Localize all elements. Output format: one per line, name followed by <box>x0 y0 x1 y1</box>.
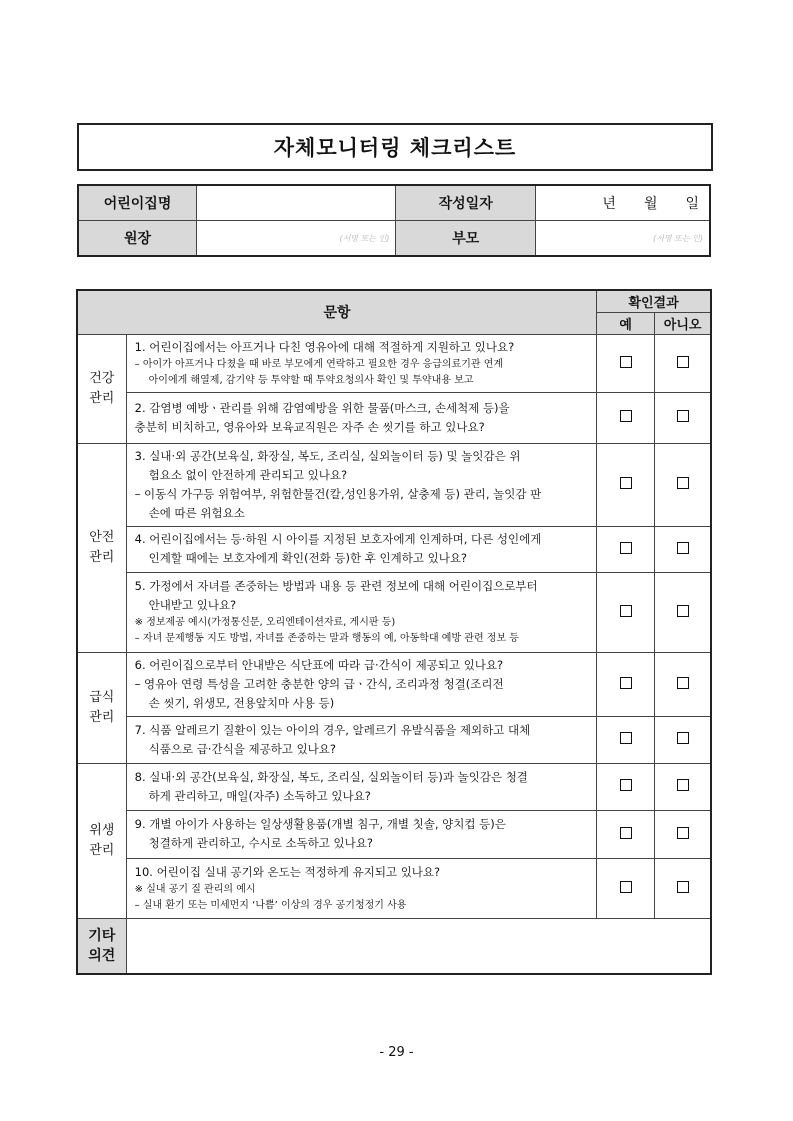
director-signature-field[interactable]: (서명 또는 인) <box>197 221 396 257</box>
parent-label: 부모 <box>396 221 536 257</box>
checklist-table <box>76 289 712 975</box>
q2-no-checkbox[interactable] <box>677 410 689 422</box>
info-table <box>77 184 711 257</box>
date-month-unit: 월 <box>643 196 658 212</box>
question-8: 8. 실내·외 공간(보육실, 화장실, 복도, 조리실, 실외놀이터 등)과 놀잇감은 청결 하게 관리하고, 매일(자주) 소독하고 있나요? <box>126 763 596 810</box>
q7-yes-checkbox[interactable] <box>620 732 632 744</box>
question-4: 4. 어린이집에서는 등·하원 시 아이를 지정된 보호자에게 인계하며, 다른 성인에게 인계할 때에는 보호자에게 확인(전화 등)한 후 인계하고 있나요? <box>126 526 596 572</box>
center-name-field[interactable] <box>197 185 396 221</box>
q2-yes-checkbox[interactable] <box>620 410 632 422</box>
q4-no-checkbox[interactable] <box>677 542 689 554</box>
item-header: 문항 <box>77 290 597 334</box>
q8-yes-checkbox[interactable] <box>620 779 632 791</box>
question-2: 2. 감염병 예방ㆍ관리를 위해 감염예방을 위한 물품(마스크, 손세척제 등)을 충분히 비치하고, 영유아와 보육교직원은 자주 손 씻기를 하고 있나요? <box>126 392 596 443</box>
question-3: 3. 실내·외 공간(보육실, 화장실, 복도, 조리실, 실외놀이터 등) 및 놀잇감은 위 험요소 없이 안전하게 관리되고 있나요? – 이동식 가구등 위험여부, 위험한물건(칼,성인용가위, 살충제 등) 관리, 놀잇감 판 손에 따른 위험요소 <box>126 443 596 526</box>
date-day-unit: 일 <box>685 196 699 212</box>
memo-field[interactable] <box>126 918 711 974</box>
q10-no-checkbox[interactable] <box>677 881 689 893</box>
question-6: 6. 어린이집으로부터 안내받은 식단표에 따라 급·간식이 제공되고 있나요? – 영유아 연령 특성을 고려한 충분한 양의 급ㆍ간식, 조리과정 청결(조리전 손 씻기, 위생모, 전용앞치마 사용 등) <box>126 652 596 716</box>
date-year-unit: 년 <box>602 196 616 212</box>
question-9: 9. 개별 아이가 사용하는 일상생활용품(개별 침구, 개별 칫솔, 양치컵 등)은 청결하게 관리하고, 수시로 소독하고 있나요? <box>126 810 596 858</box>
parent-signature-field[interactable]: (서명 또는 인) <box>535 221 710 257</box>
q1-yes-checkbox[interactable] <box>620 356 632 368</box>
q9-no-checkbox[interactable] <box>677 827 689 839</box>
category-health: 건강 관리 <box>77 334 126 443</box>
result-header: 확인결과 <box>597 290 711 312</box>
q10-yes-checkbox[interactable] <box>620 881 632 893</box>
question-1: 1. 어린이집에서는 아프거나 다친 영유아에 대해 적절하게 지원하고 있나요? – 아이가 아프거나 다쳤을 때 바로 부모에게 연락하고 필요한 경우 응급의료기관 연계 아이에게 해열제, 감기약 등 투약할 때 투약요청의사 확인 및 투약내용 보고 <box>126 334 596 392</box>
center-name-label: 어린이집명 <box>78 185 197 221</box>
q5-no-checkbox[interactable] <box>677 605 689 617</box>
question-10: 10. 어린이집 실내 공기와 온도는 적정하게 유지되고 있나요? ※ 실내 공기 질 관리의 예시 – 실내 환기 또는 미세먼지 ‘나쁨’ 이상의 경우 공기청정기 사용 <box>126 858 596 918</box>
category-meal: 급식 관리 <box>77 652 126 763</box>
question-5: 5. 가정에서 자녀를 존중하는 방법과 내용 등 관련 정보에 대해 어린이집으로부터 안내받고 있나요? ※ 정보제공 예시(가정통신문, 오리엔테이션자료, 게시판 등) – 자녀 문제행동 지도 방법, 자녀를 존중하는 말과 행동의 예, 아동학대 예방 관련 정보 등 <box>126 572 596 652</box>
q3-no-checkbox[interactable] <box>677 477 689 489</box>
q7-no-checkbox[interactable] <box>677 732 689 744</box>
q5-yes-checkbox[interactable] <box>620 605 632 617</box>
q6-no-checkbox[interactable] <box>677 677 689 689</box>
document-title: 자체모니터링 체크리스트 <box>77 123 713 171</box>
date-label: 작성일자 <box>396 185 536 221</box>
director-label: 원장 <box>78 221 197 257</box>
q1-no-checkbox[interactable] <box>677 356 689 368</box>
category-safety: 안전 관리 <box>77 443 126 652</box>
q3-yes-checkbox[interactable] <box>620 477 632 489</box>
yes-header: 예 <box>597 312 655 334</box>
category-hygiene: 위생 관리 <box>77 763 126 918</box>
q8-no-checkbox[interactable] <box>677 779 689 791</box>
q4-yes-checkbox[interactable] <box>620 542 632 554</box>
q6-yes-checkbox[interactable] <box>620 677 632 689</box>
date-field[interactable] <box>535 185 710 221</box>
no-header: 아니오 <box>655 312 711 334</box>
memo-label: 기타 의견 <box>77 918 126 974</box>
page-number: - 29 - <box>379 1045 414 1060</box>
question-7: 7. 식품 알레르기 질환이 있는 아이의 경우, 알레르기 유발식품을 제외하고 대체 식품으로 급·간식을 제공하고 있나요? <box>126 716 596 763</box>
q9-yes-checkbox[interactable] <box>620 827 632 839</box>
